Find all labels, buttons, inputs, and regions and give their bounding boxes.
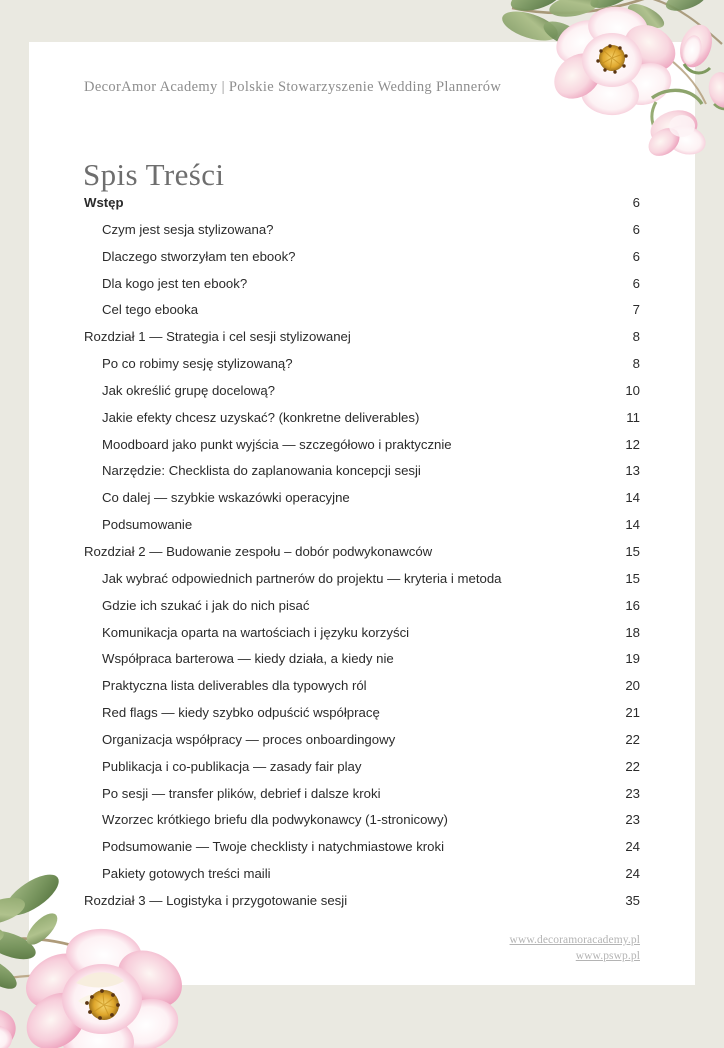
toc-entry-label: Wstęp — [84, 195, 124, 210]
toc-entry-label: Rozdział 1 — Strategia i cel sesji stylizowanej — [84, 329, 351, 345]
header-brand: DecorAmor Academy — [84, 79, 218, 95]
toc-entry[interactable] — [84, 351, 640, 378]
toc-entry-label: Podsumowanie — Twoje checklisty i natychmiastowe kroki — [102, 839, 445, 855]
toc-entry[interactable] — [84, 781, 640, 808]
header-separator: | — [221, 79, 225, 95]
toc-entry-label: Cel tego ebooka — [102, 302, 199, 318]
toc-entry-page: 6 — [632, 221, 640, 237]
toc-entry-page: 18 — [625, 624, 640, 640]
toc-entry-page: 14 — [625, 490, 640, 506]
toc-entry[interactable] — [84, 834, 640, 861]
toc-entry-label: Wzorzec krótkiego briefu dla podwykonawcy (1-stronicowy) — [102, 812, 448, 828]
toc-entry-label: Praktyczna lista deliverables dla typowych ról — [102, 678, 367, 694]
toc-entry-label: Organizacja współpracy — proces onboardingowy — [102, 731, 396, 747]
toc-entry-page: 6 — [632, 195, 640, 210]
toc-entry-page: 8 — [632, 356, 640, 372]
toc-entry-label: Pakiety gotowych treści maili — [102, 866, 271, 882]
toc-entry[interactable] — [84, 217, 640, 244]
toc-entry-label: Dla kogo jest ten ebook? — [102, 275, 248, 291]
toc-entry[interactable] — [84, 244, 640, 271]
toc-entry[interactable] — [84, 673, 640, 700]
toc-entry-page: 35 — [625, 892, 640, 908]
toc-entry[interactable] — [84, 754, 640, 781]
toc-entry-label: Rozdział 2 — Budowanie zespołu – dobór podwykonawców — [84, 543, 433, 559]
toc-entry-label: Komunikacja oparta na wartościach i języku korzyści — [102, 624, 410, 640]
toc-entry[interactable] — [84, 593, 640, 620]
toc-entry[interactable] — [84, 861, 640, 888]
toc-entry[interactable] — [84, 700, 640, 727]
toc-entry-label: Rozdział 3 — Logistyka i przygotowanie sesji — [84, 892, 348, 908]
toc-entry-page: 15 — [625, 543, 640, 559]
header-organization: Polskie Stowarzyszenie Wedding Plannerów — [228, 79, 502, 95]
toc-entry-page: 14 — [625, 517, 640, 533]
toc-entry-page: 22 — [625, 731, 640, 747]
toc-entry-label: Współpraca barterowa — kiedy działa, a kiedy nie — [102, 651, 394, 667]
page-title: Spis Treści — [83, 156, 225, 192]
toc-entry-label: Red flags — kiedy szybko odpuścić współpracę — [102, 705, 380, 721]
toc-entry-page: 13 — [625, 463, 640, 479]
toc-entry-label: Czym jest sesja stylizowana? — [102, 221, 274, 237]
toc-entry-page: 22 — [625, 758, 640, 774]
toc-entry[interactable] — [84, 566, 640, 593]
toc-entry[interactable] — [84, 539, 640, 566]
toc-entry-label: Jakie efekty chcesz uzyskać? (konkretne deliverables) — [102, 409, 420, 425]
toc-entry-page: 23 — [625, 785, 640, 801]
toc-entry-label: Publikacja i co-publikacja — zasady fair play — [102, 758, 362, 774]
toc-entry-page: 24 — [625, 866, 640, 882]
toc-entry[interactable] — [84, 271, 640, 298]
toc-entry[interactable] — [84, 297, 640, 324]
toc-entry[interactable] — [84, 807, 640, 834]
toc-entry-label: Gdzie ich szukać i jak do nich pisać — [102, 597, 310, 613]
toc-entry-label: Jak wybrać odpowiednich partnerów do projektu — kryteria i metoda — [102, 570, 502, 586]
toc-entry-page: 21 — [625, 705, 640, 721]
toc-entry[interactable] — [84, 888, 640, 915]
toc-entry[interactable] — [84, 620, 640, 647]
toc-entry-page: 7 — [632, 302, 640, 318]
toc-entry-page: 20 — [625, 678, 640, 694]
toc-entry-label: Co dalej — szybkie wskazówki operacyjne — [102, 490, 350, 506]
toc-entry-label: Dlaczego stworzyłam ten ebook? — [102, 248, 296, 264]
toc-entry-page: 23 — [625, 812, 640, 828]
toc-entry-page: 19 — [625, 651, 640, 667]
toc-entry-label: Narzędzie: Checklista do zaplanowania koncepcji sesji — [102, 463, 421, 479]
toc-entry-label: Po co robimy sesję stylizowaną? — [102, 356, 293, 372]
footer-links — [510, 933, 640, 964]
toc-entry-label: Po sesji — transfer plików, debrief i dalsze kroki — [102, 785, 381, 801]
toc-entry[interactable] — [84, 432, 640, 459]
toc-entry-page: 16 — [625, 597, 640, 613]
toc-entry-page: 10 — [625, 382, 640, 398]
toc-entry-label: Jak określić grupę docelową? — [102, 382, 275, 398]
footer-link-pswp[interactable]: www.pswp.pl — [575, 949, 640, 962]
toc-entry-page: 12 — [625, 436, 640, 452]
toc-entry[interactable] — [84, 646, 640, 673]
toc-entry[interactable] — [84, 405, 640, 432]
toc-entry-label: Podsumowanie — [102, 517, 193, 533]
toc-entry[interactable] — [84, 458, 640, 485]
toc-entry[interactable] — [84, 378, 640, 405]
toc-entry-page: 6 — [632, 248, 640, 264]
toc-entry[interactable] — [84, 727, 640, 754]
toc-entry[interactable] — [84, 512, 640, 539]
toc-entry-page: 8 — [632, 329, 640, 345]
toc-entry[interactable] — [84, 324, 640, 351]
toc-entry[interactable] — [84, 190, 640, 217]
toc-entry[interactable] — [84, 485, 640, 512]
toc-entry-page: 24 — [625, 839, 640, 855]
footer-link-academy[interactable]: www.decoramoracademy.pl — [509, 934, 640, 946]
toc-entry-page: 15 — [625, 570, 640, 586]
table-of-contents — [84, 190, 640, 915]
document-header — [84, 79, 501, 96]
toc-entry-label: Moodboard jako punkt wyjścia — szczegółowo i praktycznie — [102, 436, 452, 452]
toc-entry-page: 6 — [632, 275, 640, 291]
toc-entry-page: 11 — [626, 409, 640, 425]
